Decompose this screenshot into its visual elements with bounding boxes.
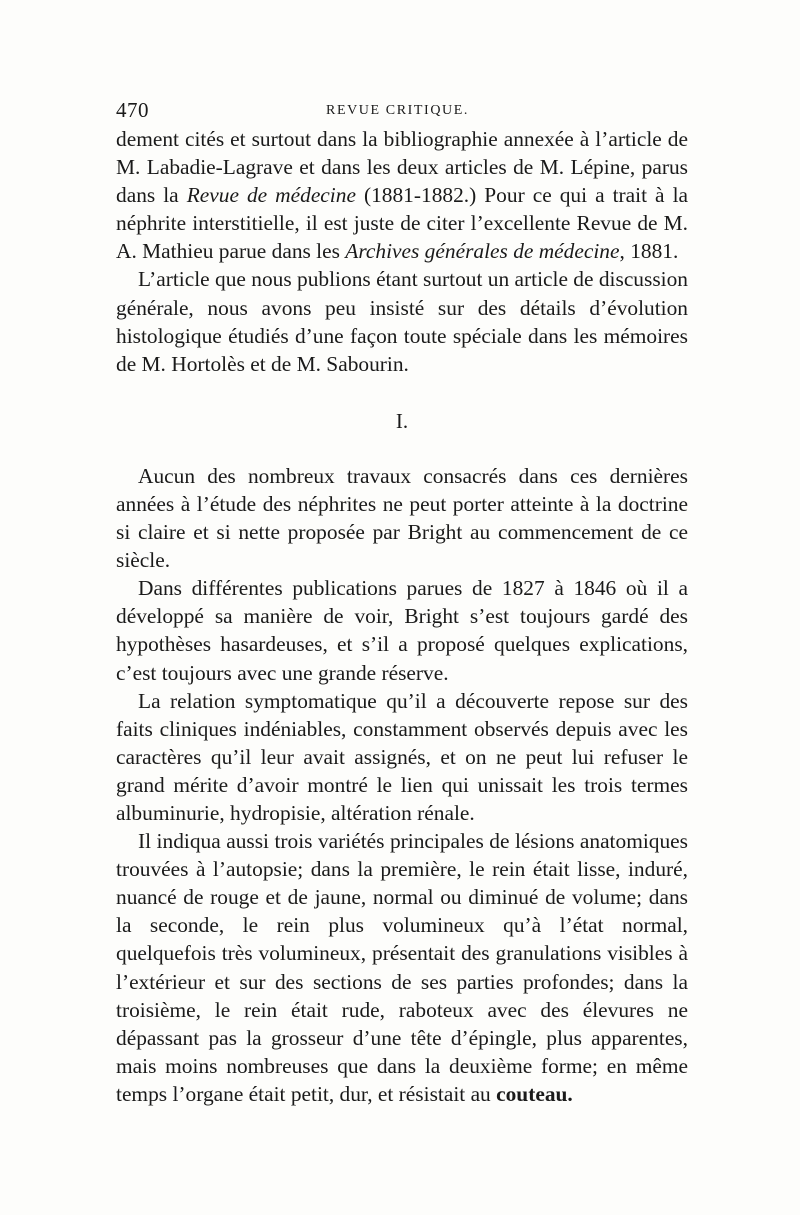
page-number: 470 (116, 98, 149, 122)
section-heading: I. (395, 408, 409, 433)
paragraph-bright-publications: Dans différentes publications parues de 1827 à 1846 où il a développé sa manière de voir, Bright s’est toujours gardé des hypothèses hasardeuses, et s’il a proposé quelques explications, c’est toujours avec une grande réserve. (116, 576, 688, 685)
running-title: REVUE CRITIQUE. (326, 103, 469, 118)
journal-title-archives: Archives générales de médecine (345, 239, 620, 264)
paragraph-text: dement cités et surtout dans la bibliographie annexée à l’article de M. Labadie-Lagrave et dans les deux articles de M. Lépine, parus dans la (116, 127, 688, 208)
page-header (116, 98, 688, 126)
paragraph-anatomic-varieties (116, 827, 688, 1108)
paragraph-last-word: couteau. (496, 1081, 573, 1106)
paragraph-text: (1881-1882.) Pour ce qui a trait à la néphrite interstitielle, il est juste de citer l’excellente Revue de M. A. Mathieu parue dans les (116, 183, 689, 264)
paragraph-text: , 1881. (619, 239, 679, 264)
paragraph-article-note: L’article que nous publions étant surtout un article de discussion générale, nous avons peu insisté sur des détails d’évolution histologique étudiés d’une façon toute spéciale dans les mémoires de M. Hortolès et de M. Sabourin. (116, 267, 688, 376)
paragraph-bibliography (116, 125, 688, 265)
paragraph-text: Il indiqua aussi trois variétés principales de lésions anatomiques trouvées à l’autopsie; dans la première, le rein était lisse, induré, nuancé de rouge et de jaune, normal ou diminué de volume; dans la seconde, le rein plus volumineux qu’à l’état normal, quelquefois très volumineux, présentait des granulations visibles à l’extérieur et sur des sections de ses parties profondes; dans la troisième, le rein était rude, raboteux avec des élevures ne dépassant pas la grosseur d’une tête d’épingle, plus apparentes, mais moins nombreuses que dans la deuxième forme; en même temps l’organe était petit, dur, et résistait au (116, 829, 688, 1106)
page-body (116, 125, 688, 1108)
paragraph-bright-doctrine: Aucun des nombreux travaux consacrés dans ces dernières années à l’étude des néphrites ne peut porter atteinte à la doctrine si claire et si nette proposée par Bright au commencement de ce siècle. (116, 463, 688, 573)
paragraph-symptomatic-relation: La relation symptomatique qu’il a découverte repose sur des faits cliniques indéniables, constamment observés depuis avec les caractères qu’il leur avait assignés, et on ne peut lui refuser le grand mérite d’avoir montré le lien qui unissait les trois termes albuminurie, hydropisie, altération rénale. (116, 688, 688, 825)
journal-title-revue-de-medecine: Revue de médecine (186, 183, 356, 208)
